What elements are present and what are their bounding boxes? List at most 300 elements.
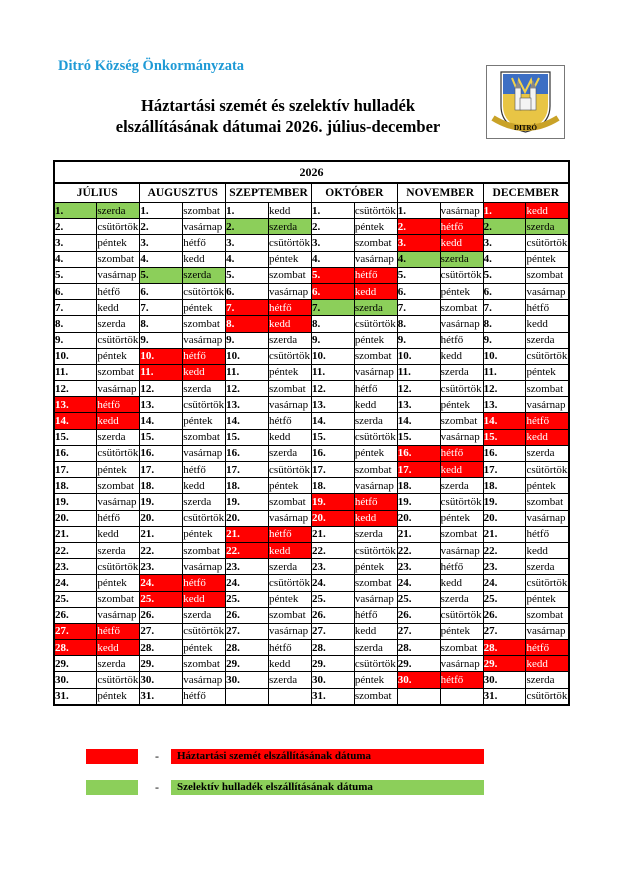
day-number: 11. (483, 364, 526, 380)
calendar-row (54, 445, 569, 461)
day-number: 23. (483, 559, 526, 575)
weekday-name: kedd (354, 510, 397, 526)
day-number: 7. (226, 300, 269, 316)
weekday-name: kedd (183, 591, 226, 607)
day-number: 6. (483, 283, 526, 299)
weekday-name: szerda (526, 445, 569, 461)
weekday-name: hétfő (440, 672, 483, 688)
weekday-name: szerda (97, 656, 140, 672)
weekday-name: vasárnap (269, 510, 312, 526)
day-number: 11. (54, 364, 97, 380)
weekday-name: szombat (269, 607, 312, 623)
day-number: 10. (483, 348, 526, 364)
weekday-name: péntek (269, 478, 312, 494)
calendar-row (54, 510, 569, 526)
calendar-row (54, 381, 569, 397)
weekday-name: csütörtök (269, 235, 312, 251)
day-number: 22. (397, 542, 440, 558)
day-number: 21. (54, 526, 97, 542)
weekday-name: csütörtök (526, 348, 569, 364)
title-line-2: elszállításának dátumai 2026. július-december (115, 117, 441, 136)
day-number: 1. (140, 203, 183, 219)
day-number: 1. (397, 203, 440, 219)
weekday-name: csütörtök (354, 542, 397, 558)
weekday-name: hétfő (97, 623, 140, 639)
weekday-name: vasárnap (269, 283, 312, 299)
weekday-name: vasárnap (97, 381, 140, 397)
weekday-name: vasárnap (269, 397, 312, 413)
day-number: 29. (54, 656, 97, 672)
weekday-name: szombat (354, 575, 397, 591)
day-number: 27. (226, 623, 269, 639)
day-number: 13. (397, 397, 440, 413)
day-number: 10. (226, 348, 269, 364)
calendar-row (54, 203, 569, 219)
day-number: 22. (226, 542, 269, 558)
day-number: 20. (226, 510, 269, 526)
day-number: 8. (140, 316, 183, 332)
day-number: 15. (311, 429, 354, 445)
day-number: 3. (311, 235, 354, 251)
weekday-name: péntek (97, 688, 140, 705)
day-number: 22. (140, 542, 183, 558)
weekday-name: csütörtök (97, 445, 140, 461)
calendar-row (54, 235, 569, 251)
day-number: 26. (483, 607, 526, 623)
weekday-name: vasárnap (183, 219, 226, 235)
weekday-name: szerda (183, 267, 226, 283)
day-number: 20. (483, 510, 526, 526)
day-number: 3. (54, 235, 97, 251)
day-number: 19. (140, 494, 183, 510)
weekday-name: szombat (97, 591, 140, 607)
day-number: 13. (311, 397, 354, 413)
weekday-name: szerda (440, 591, 483, 607)
weekday-name: péntek (354, 332, 397, 348)
weekday-name: csütörtök (269, 462, 312, 478)
weekday-name: péntek (354, 219, 397, 235)
day-number: 18. (54, 478, 97, 494)
weekday-name: vasárnap (183, 672, 226, 688)
weekday-name: szerda (354, 526, 397, 542)
weekday-name: hétfő (97, 283, 140, 299)
calendar-row (54, 640, 569, 656)
weekday-name: kedd (97, 640, 140, 656)
day-number: 21. (140, 526, 183, 542)
calendar-row (54, 623, 569, 639)
weekday-name: csütörtök (440, 381, 483, 397)
weekday-name: szombat (269, 267, 312, 283)
weekday-name: csütörtök (97, 219, 140, 235)
day-number: 23. (311, 559, 354, 575)
weekday-name: péntek (440, 510, 483, 526)
weekday-name: hétfő (354, 381, 397, 397)
weekday-name: péntek (97, 462, 140, 478)
coat-of-arms (486, 65, 565, 139)
weekday-name: péntek (354, 445, 397, 461)
weekday-name: vasárnap (354, 251, 397, 267)
day-number: 31. (483, 688, 526, 705)
day-number: 3. (483, 235, 526, 251)
day-number: 16. (311, 445, 354, 461)
weekday-name: csütörtök (183, 510, 226, 526)
weekday-name: hétfő (440, 332, 483, 348)
weekday-name: hétfő (269, 413, 312, 429)
weekday-name: hétfő (183, 462, 226, 478)
day-number: 28. (54, 640, 97, 656)
day-number: 25. (397, 591, 440, 607)
weekday-name: vasárnap (526, 623, 569, 639)
day-number: 22. (311, 542, 354, 558)
weekday-name: szerda (269, 445, 312, 461)
day-number: 10. (311, 348, 354, 364)
day-number: 20. (54, 510, 97, 526)
legend-dash: - (155, 749, 159, 763)
day-number: 28. (311, 640, 354, 656)
weekday-name: szombat (526, 607, 569, 623)
day-number: 26. (226, 607, 269, 623)
weekday-name: péntek (97, 575, 140, 591)
day-number: 2. (226, 219, 269, 235)
day-number: 17. (226, 462, 269, 478)
weekday-name: péntek (183, 413, 226, 429)
calendar-row (54, 397, 569, 413)
weekday-name: kedd (440, 348, 483, 364)
day-number: 5. (311, 267, 354, 283)
calendar-row (54, 316, 569, 332)
day-number: 18. (311, 478, 354, 494)
legend-green-swatch (86, 780, 138, 795)
day-number: 24. (311, 575, 354, 591)
weekday-name: csütörtök (183, 623, 226, 639)
day-number: 5. (483, 267, 526, 283)
day-number: 28. (397, 640, 440, 656)
day-number: 28. (483, 640, 526, 656)
day-number: 15. (54, 429, 97, 445)
day-number: 21. (226, 526, 269, 542)
day-number: 4. (54, 251, 97, 267)
weekday-name: szerda (526, 219, 569, 235)
weekday-name: szombat (183, 316, 226, 332)
day-number: 6. (226, 283, 269, 299)
day-number: 24. (140, 575, 183, 591)
day-number: 9. (140, 332, 183, 348)
weekday-name: vasárnap (97, 607, 140, 623)
day-number: 19. (226, 494, 269, 510)
weekday-name: péntek (97, 235, 140, 251)
day-number: 1. (226, 203, 269, 219)
weekday-name: szombat (97, 251, 140, 267)
weekday-name: kedd (183, 364, 226, 380)
year-row (54, 161, 569, 183)
weekday-name: kedd (183, 251, 226, 267)
weekday-name: kedd (440, 462, 483, 478)
weekday-name: csütörtök (354, 316, 397, 332)
day-number: 14. (140, 413, 183, 429)
weekday-name: vasárnap (526, 283, 569, 299)
weekday-name: hétfő (269, 300, 312, 316)
day-number: 25. (54, 591, 97, 607)
calendar-row (54, 591, 569, 607)
day-number: 27. (54, 623, 97, 639)
day-number: 3. (140, 235, 183, 251)
weekday-name: csütörtök (526, 688, 569, 705)
day-number: 19. (397, 494, 440, 510)
day-number: 26. (397, 607, 440, 623)
weekday-name: hétfő (440, 219, 483, 235)
day-number: 30. (140, 672, 183, 688)
weekday-name: hétfő (440, 559, 483, 575)
day-number: 9. (54, 332, 97, 348)
weekday-name: szombat (526, 267, 569, 283)
day-number: 12. (311, 381, 354, 397)
day-number: 22. (483, 542, 526, 558)
weekday-name: csütörtök (97, 559, 140, 575)
day-number: 11. (311, 364, 354, 380)
calendar-row (54, 688, 569, 705)
day-number: 7. (397, 300, 440, 316)
legend-household-label: Háztartási szemét elszállításának dátuma (171, 749, 484, 764)
weekday-name: vasárnap (440, 542, 483, 558)
day-number: 15. (397, 429, 440, 445)
weekday-name: szerda (183, 381, 226, 397)
weekday-name: hétfő (526, 300, 569, 316)
day-number: 10. (140, 348, 183, 364)
weekday-name: péntek (354, 672, 397, 688)
day-number: 6. (54, 283, 97, 299)
weekday-name: szerda (354, 640, 397, 656)
weekday-name: hétfő (354, 267, 397, 283)
weekday-name: péntek (183, 300, 226, 316)
day-number: 26. (311, 607, 354, 623)
day-number: 19. (311, 494, 354, 510)
day-number: 4. (226, 251, 269, 267)
weekday-name: kedd (526, 316, 569, 332)
day-number: 26. (140, 607, 183, 623)
day-number: 29. (483, 656, 526, 672)
day-number: 15. (226, 429, 269, 445)
weekday-name (440, 688, 483, 705)
weekday-name: szerda (269, 219, 312, 235)
weekday-name: szombat (269, 381, 312, 397)
month-header: AUGUSZTUS (140, 183, 226, 203)
day-number: 12. (397, 381, 440, 397)
weekday-name: hétfő (526, 526, 569, 542)
weekday-name: péntek (269, 251, 312, 267)
day-number: 1. (311, 203, 354, 219)
day-number: 17. (483, 462, 526, 478)
weekday-name: vasárnap (354, 478, 397, 494)
weekday-name: szombat (440, 526, 483, 542)
weekday-name: csütörtök (269, 348, 312, 364)
day-number: 16. (54, 445, 97, 461)
weekday-name: péntek (440, 623, 483, 639)
weekday-name: szerda (440, 251, 483, 267)
day-number: 31. (311, 688, 354, 705)
day-number: 19. (483, 494, 526, 510)
day-number: 27. (311, 623, 354, 639)
calendar-row (54, 348, 569, 364)
day-number: 20. (140, 510, 183, 526)
day-number: 2. (54, 219, 97, 235)
weekday-name: csütörtök (97, 332, 140, 348)
month-header: NOVEMBER (397, 183, 483, 203)
weekday-name: péntek (269, 591, 312, 607)
weekday-name: szombat (354, 462, 397, 478)
day-number: 16. (397, 445, 440, 461)
weekday-name: péntek (526, 591, 569, 607)
day-number: 2. (140, 219, 183, 235)
day-number: 8. (397, 316, 440, 332)
day-number: 12. (226, 381, 269, 397)
day-number: 25. (483, 591, 526, 607)
legend-red-swatch (86, 749, 138, 764)
weekday-name: vasárnap (440, 656, 483, 672)
day-number: 29. (226, 656, 269, 672)
day-number (226, 688, 269, 705)
weekday-name: vasárnap (354, 364, 397, 380)
day-number: 30. (397, 672, 440, 688)
crest-caption: DITRÓ (514, 124, 537, 132)
day-number: 9. (397, 332, 440, 348)
weekday-name: szombat (269, 494, 312, 510)
weekday-name: vasárnap (526, 397, 569, 413)
weekday-name: vasárnap (183, 332, 226, 348)
day-number: 17. (311, 462, 354, 478)
weekday-name: kedd (354, 397, 397, 413)
calendar-row (54, 364, 569, 380)
weekday-name: kedd (526, 429, 569, 445)
month-header: JÚLIUS (54, 183, 140, 203)
weekday-name: szerda (269, 332, 312, 348)
day-number: 1. (483, 203, 526, 219)
day-number: 4. (397, 251, 440, 267)
page-title (60, 95, 496, 137)
day-number: 11. (140, 364, 183, 380)
weekday-name: szerda (354, 413, 397, 429)
calendar-row (54, 672, 569, 688)
weekday-name: szerda (97, 203, 140, 219)
calendar-row (54, 300, 569, 316)
day-number: 2. (397, 219, 440, 235)
calendar-row (54, 494, 569, 510)
weekday-name: csütörtök (354, 656, 397, 672)
weekday-name: kedd (183, 478, 226, 494)
day-number: 5. (54, 267, 97, 283)
weekday-name: hétfő (269, 526, 312, 542)
day-number: 31. (140, 688, 183, 705)
weekday-name: péntek (440, 397, 483, 413)
day-number: 19. (54, 494, 97, 510)
weekday-name: szerda (354, 300, 397, 316)
calendar-row (54, 283, 569, 299)
day-number: 7. (483, 300, 526, 316)
weekday-name: hétfő (440, 445, 483, 461)
weekday-name: péntek (183, 640, 226, 656)
weekday-name: szerda (97, 316, 140, 332)
weekday-name: szombat (183, 429, 226, 445)
weekday-name: hétfő (526, 413, 569, 429)
organization-name: Ditró Község Önkormányzata (58, 58, 245, 74)
day-number: 3. (397, 235, 440, 251)
weekday-name: szombat (440, 300, 483, 316)
weekday-name: csütörtök (440, 607, 483, 623)
weekday-name: csütörtök (440, 267, 483, 283)
calendar-row (54, 267, 569, 283)
day-number: 7. (311, 300, 354, 316)
weekday-name: kedd (269, 656, 312, 672)
weekday-name: csütörtök (183, 283, 226, 299)
weekday-name: hétfő (354, 607, 397, 623)
day-number: 15. (483, 429, 526, 445)
day-number: 13. (140, 397, 183, 413)
weekday-name: hétfő (97, 510, 140, 526)
day-number: 12. (140, 381, 183, 397)
calendar-row (54, 542, 569, 558)
month-header: SZEPTEMBER (226, 183, 312, 203)
weekday-name: szerda (526, 672, 569, 688)
calendar-row (54, 462, 569, 478)
day-number: 23. (54, 559, 97, 575)
day-number: 23. (140, 559, 183, 575)
weekday-name: péntek (440, 283, 483, 299)
weekday-name: vasárnap (440, 203, 483, 219)
day-number: 20. (311, 510, 354, 526)
calendar-row (54, 526, 569, 542)
calendar-row (54, 559, 569, 575)
day-number: 29. (140, 656, 183, 672)
weekday-name: szombat (526, 494, 569, 510)
day-number: 13. (54, 397, 97, 413)
day-number: 18. (140, 478, 183, 494)
collection-calendar-table (53, 160, 570, 706)
weekday-name: szombat (354, 348, 397, 364)
day-number: 20. (397, 510, 440, 526)
day-number (397, 688, 440, 705)
weekday-name: csütörtök (440, 494, 483, 510)
weekday-name: vasárnap (440, 316, 483, 332)
day-number: 4. (311, 251, 354, 267)
day-number: 5. (226, 267, 269, 283)
month-header: OKTÓBER (311, 183, 397, 203)
day-number: 28. (226, 640, 269, 656)
weekday-name: szerda (269, 559, 312, 575)
weekday-name: vasárnap (183, 559, 226, 575)
day-number: 21. (483, 526, 526, 542)
weekday-name: hétfő (183, 688, 226, 705)
day-number: 11. (226, 364, 269, 380)
weekday-name (269, 688, 312, 705)
day-number: 6. (311, 283, 354, 299)
day-number: 16. (140, 445, 183, 461)
day-number: 16. (483, 445, 526, 461)
day-number: 27. (140, 623, 183, 639)
day-number: 30. (226, 672, 269, 688)
weekday-name: péntek (183, 526, 226, 542)
weekday-name: vasárnap (269, 623, 312, 639)
day-number: 1. (54, 203, 97, 219)
calendar-row (54, 251, 569, 267)
day-number: 13. (483, 397, 526, 413)
weekday-name: szerda (526, 332, 569, 348)
weekday-name: kedd (354, 623, 397, 639)
day-number: 24. (54, 575, 97, 591)
day-number: 5. (397, 267, 440, 283)
day-number: 24. (397, 575, 440, 591)
day-number: 2. (311, 219, 354, 235)
weekday-name: vasárnap (183, 445, 226, 461)
weekday-name: szombat (183, 203, 226, 219)
